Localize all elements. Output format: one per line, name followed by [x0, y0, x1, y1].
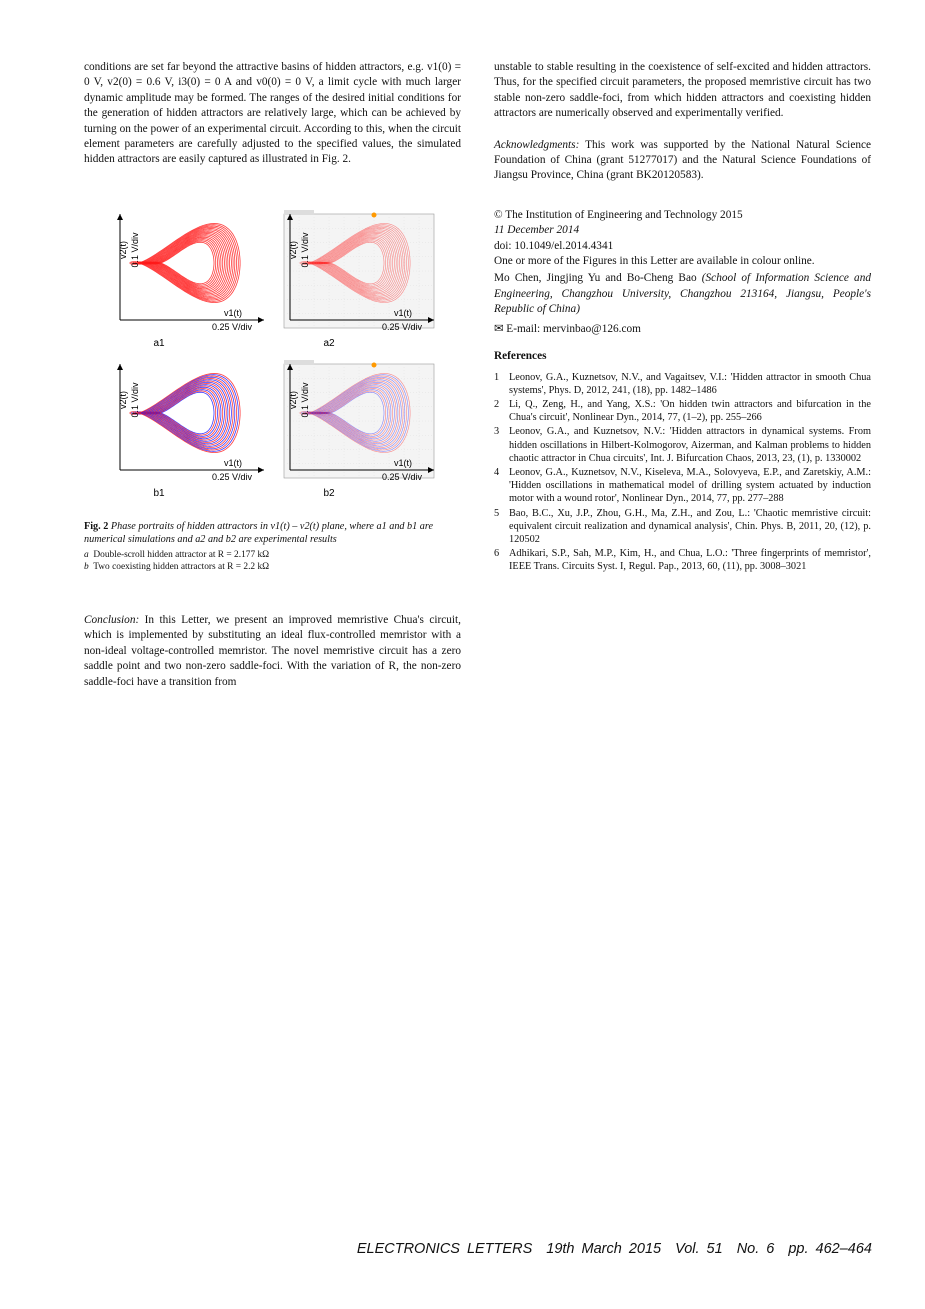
- volume: Vol. 51: [675, 1241, 723, 1257]
- y-scale-label: 0.1 V/div: [300, 382, 310, 418]
- reference-item: 3 Leonov, G.A., and Kuznetsov, N.V.: 'Hidden attractors in dynamical systems. From hidden oscillations in Hilbert-Kolmogorov, Aizerman, and Kalman problems to hidden chaotic attractor in Chua circuits', Int. J. Bifurcation Chaos, 2013, 23, (1), p. 1330002: [494, 426, 871, 464]
- reference-item: 5 Bao, B.C., Xu, J.P., Zhou, G.H., Ma, Z.H., and Zou, L.: 'Chaotic memristive circuit: equivalent circuit realization and dynamical analysis', Chin. Phys. B, 2011, 20, (12), p. 120502: [494, 507, 871, 545]
- received-date: 11 December 2014: [494, 224, 580, 237]
- reference-item: 6 Adhikari, S.P., Sah, M.P., Kim, H., and Chua, L.O.: 'Three fingerprints of memristor', IEEE Trans. Circuits Syst. I, Regul. Pap., 2013, 60, (11), pp. 3008–3021: [494, 548, 871, 573]
- y-axis-label: v2(t): [288, 241, 298, 259]
- caption-text: Phase portraits of hidden attractors in v1(t) – v2(t) plane, where a1 and b1 are numerical simulations and a2 and b2 are experimental results: [84, 521, 433, 545]
- x-scale-label: 0.25 V/div: [211, 472, 252, 482]
- panel-b2: [284, 360, 434, 499]
- email: ✉ E-mail: mervinbao@126.com: [494, 322, 641, 335]
- x-axis-arrow: [258, 467, 264, 473]
- scope-header: [284, 210, 314, 215]
- right-column: [494, 60, 871, 575]
- panel-a1: [117, 214, 264, 349]
- y-scale-label: 0.1 V/div: [130, 382, 140, 418]
- panel-a2: [284, 210, 434, 349]
- y-scale-label: 0.1 V/div: [300, 232, 310, 268]
- y-axis-label: v2(t): [118, 391, 128, 409]
- x-scale-label: 0.25 V/div: [381, 472, 422, 482]
- issue-number: No. 6: [736, 1241, 775, 1257]
- panel-b1: [117, 364, 264, 499]
- x-axis-label: v1(t): [394, 308, 412, 318]
- y-axis-label: v2(t): [288, 391, 298, 409]
- trigger-marker: [372, 213, 377, 218]
- reference-item: 1 Leonov, G.A., Kuznetsov, N.V., and Vagaitsev, V.I.: 'Hidden attractor in smooth Chua systems', Phys. D, 2012, 241, (18), pp. 1482–1486: [494, 371, 871, 396]
- x-axis-label: v1(t): [394, 458, 412, 468]
- authors-block: Mo Chen, Jingjing Yu and Bo-Cheng Bao (School of Information Science and Engineering, Changzhou University, Changzhou 213164, Jiangsu, People's Republic of China): [494, 272, 871, 316]
- conclusion-label: Conclusion:: [84, 614, 140, 626]
- attractor-trajectory: [154, 241, 215, 285]
- body-paragraph: unstable to stable resulting in the coexistence of self-excited and hidden attractors. Thus, for the specified circuit parameters, the proposed memristive circuit has two stable non-zero saddle-foci, from which hidden attractors and coexisting hidden attractors are numerically observed and experimentally verified.: [494, 61, 871, 120]
- caption-label: Fig. 2: [84, 521, 109, 532]
- panel-label: a1: [153, 338, 165, 349]
- trigger-marker: [372, 363, 377, 368]
- page-range: pp. 462–464: [788, 1241, 872, 1257]
- copyright: © The Institution of Engineering and Technology 2015: [494, 208, 743, 221]
- reference-item: 4 Leonov, G.A., Kuznetsov, N.V., Kiseleva, M.A., Solovyeva, E.P., and Zaretskiy, A.M.: 'Hidden oscillations in mathematical model of drilling system actuated by induction motor with a wound rotor', Nonlinear Dyn., 2014, 77, pp. 277–288: [494, 466, 871, 505]
- conclusion-text: In this Letter, we present an improved memristive Chua's circuit, which is implemented by substituting an ideal flux-controlled memristor with a non-ideal voltage-controlled memristor. The novel memristive circuit has a zero saddle point and two non-zero saddle-foci. With the variation of R, the non-zero saddle-foci have a transition from: [84, 614, 461, 688]
- x-axis-arrow: [258, 317, 264, 323]
- scope-header: [284, 360, 314, 365]
- y-axis-arrow: [117, 364, 123, 370]
- x-scale-label: 0.25 V/div: [381, 322, 422, 332]
- caption-sub-b: b Two coexisting hidden attractors at R = 2.2 kΩ: [84, 562, 270, 572]
- conclusion: [84, 613, 461, 690]
- acknowledgments: Acknowledgments: This work was supported by the National Natural Science Foundation of China (grant 51277017) and the Natural Science Foundations of Jiangsu Province, China (grant BK20120583).: [494, 138, 872, 182]
- reference-item: 2 Li, Q., Zeng, H., and Yang, X.S.: 'On hidden twin attractors and bifurcation in the Chua's circuit', Nonlinear Dyn., 2014, 77, (1–2), pp. 255–266: [494, 398, 871, 424]
- y-axis-label: v2(t): [118, 241, 128, 259]
- caption-sub-a: a Double-scroll hidden attractor at R = 2.177 kΩ: [84, 550, 270, 560]
- body-paragraph: conditions are set far beyond the attractive basins of hidden attractors, e.g. v1(0) = 0 V, v2(0) = 0.6 V, i3(0) = 0 A and v0(0) = 0 V, a limit cycle with much larger dynamic amplitude may be formed. The ranges of the desired initial conditions for the generation of hidden attractors are relatively large, which can be achieved by turning on the power of an experimental circuit. According to this, when the circuit element parameters are carefully adjusted to the specified values, the simulated hidden attractors are easily captured as illustrated in Fig. 2.: [84, 61, 461, 166]
- references-heading: References: [494, 350, 547, 363]
- journal-name: ELECTRONICS LETTERS: [356, 1241, 533, 1257]
- references-list: [494, 371, 871, 574]
- y-axis-arrow: [117, 214, 123, 220]
- x-axis-label: v1(t): [224, 308, 242, 318]
- issue-date: 19th March 2015: [546, 1241, 662, 1257]
- y-scale-label: 0.1 V/div: [130, 232, 140, 268]
- panel-label: b1: [153, 488, 165, 499]
- x-scale-label: 0.25 V/div: [211, 322, 252, 332]
- panel-label: a2: [323, 338, 335, 349]
- left-column: [84, 60, 461, 168]
- doi: doi: 10.1049/el.2014.4341: [494, 239, 614, 252]
- page-footer: [343, 1241, 872, 1257]
- panel-label: b2: [323, 488, 335, 499]
- figure-caption: [84, 520, 461, 573]
- figure-2: [84, 210, 461, 510]
- colour-note: One or more of the Figures in this Letter are available in colour online.: [494, 255, 815, 268]
- phase-portraits: [84, 210, 461, 510]
- x-axis-label: v1(t): [224, 458, 242, 468]
- attractor-trajectory: [154, 391, 215, 435]
